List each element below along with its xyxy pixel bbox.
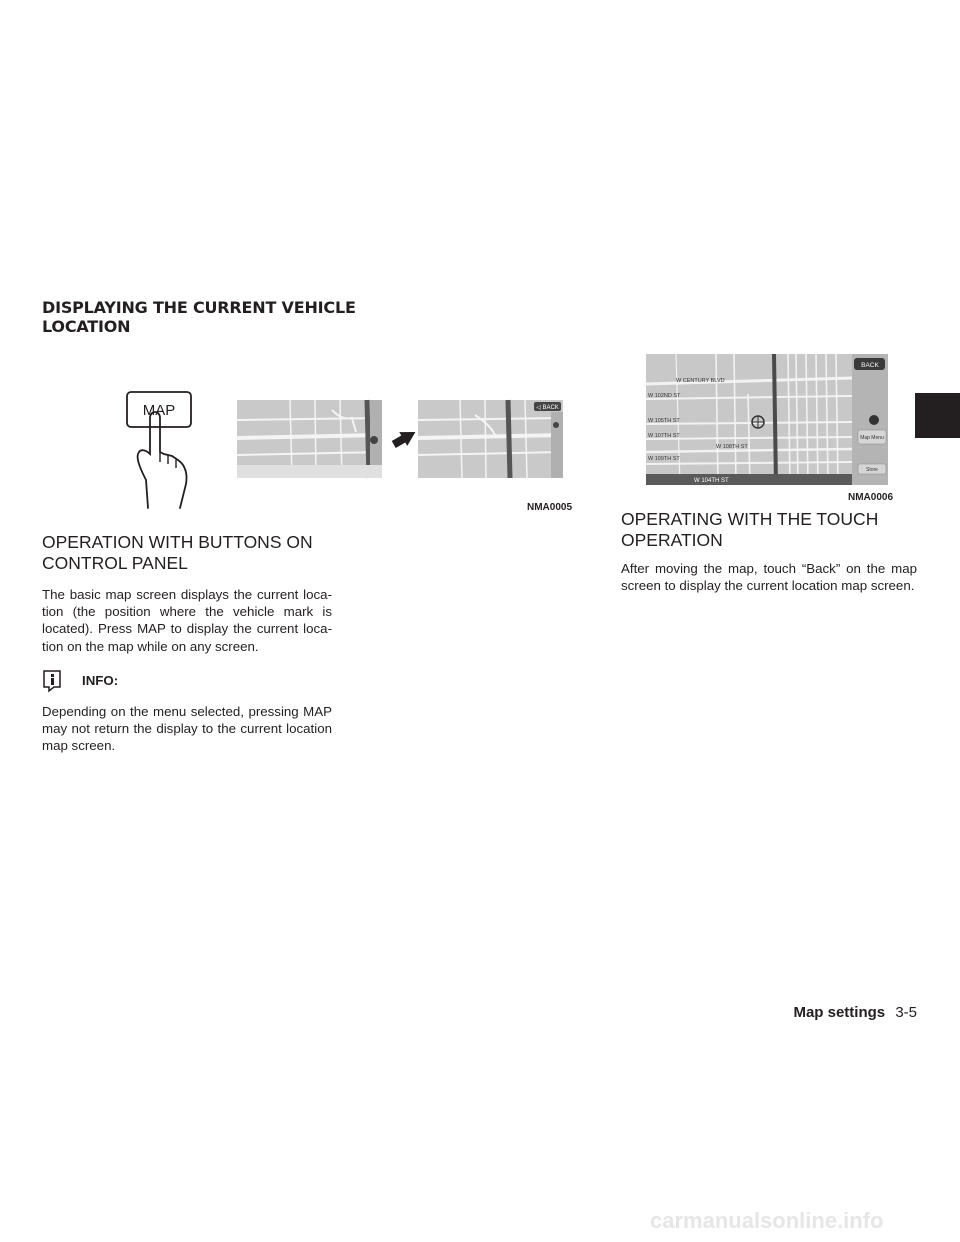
touch-back-label: BACK — [861, 362, 879, 369]
footer-section: Map settings — [793, 1004, 886, 1021]
street-label-4: W 107TH ST — [648, 433, 680, 439]
left-paragraph: The basic map screen displays the current loca- tion (the position where the vehicle mark is located). Press MAP to display the current loca- tion on the map while on any screen. — [42, 587, 332, 654]
street-label-2: W 102ND ST — [648, 393, 681, 399]
right-heading — [621, 509, 917, 551]
street-label-5: W 108TH ST — [716, 444, 748, 450]
left-heading — [42, 532, 332, 574]
back-map-label: ◁ BACK — [536, 405, 559, 411]
compass-icon — [869, 415, 879, 425]
page-footer — [793, 1004, 917, 1021]
info-text: Depending on the menu selected, pressing MAP may not return the display to the current location map screen. — [42, 703, 332, 754]
right-heading-line2: OPERATION — [621, 530, 723, 550]
right-column — [621, 509, 917, 594]
section-title — [42, 298, 356, 336]
left-heading-line1: OPERATION WITH BUTTONS ON — [42, 532, 313, 552]
map-screen-before — [237, 400, 382, 478]
info-block — [42, 669, 332, 693]
store-label: Store — [866, 467, 878, 473]
street-label-6: W 109TH ST — [648, 456, 680, 462]
map-screen-after — [418, 400, 563, 478]
map-button-illustration — [120, 380, 580, 510]
section-title-line1: DISPLAYING THE CURRENT VEHICLE — [42, 298, 356, 317]
map-menu-label: Map Menu — [860, 435, 884, 441]
watermark-text: carmanualsonline.info — [650, 1208, 884, 1233]
right-paragraph: After moving the map, touch “Back” on the map screen to display the current location map screen. — [621, 561, 917, 594]
figure-map-button — [120, 380, 580, 510]
info-label: INFO: — [82, 673, 119, 689]
figure2-code: NMA0006 — [848, 492, 894, 503]
map-button-label: MAP — [142, 402, 176, 419]
right-heading-line1: OPERATING WITH THE TOUCH — [621, 509, 879, 529]
watermark-logo — [650, 1204, 950, 1236]
current-street-label: W 104TH ST — [694, 478, 729, 484]
figure1-code: NMA0005 — [527, 502, 573, 513]
info-icon — [42, 669, 64, 693]
touch-map-screen — [646, 354, 888, 485]
left-heading-line2: CONTROL PANEL — [42, 553, 188, 573]
footer-page-number: 3-5 — [895, 1004, 917, 1021]
watermark — [650, 1204, 950, 1236]
figure-touch-back — [646, 354, 888, 485]
street-label-3: W 105TH ST — [648, 418, 680, 424]
chapter-thumb-tab — [915, 393, 960, 438]
street-label-1: W CENTURY BLVD — [676, 378, 725, 384]
left-column — [42, 532, 332, 754]
arrow-icon — [390, 425, 420, 451]
section-title-line2: LOCATION — [42, 317, 131, 336]
